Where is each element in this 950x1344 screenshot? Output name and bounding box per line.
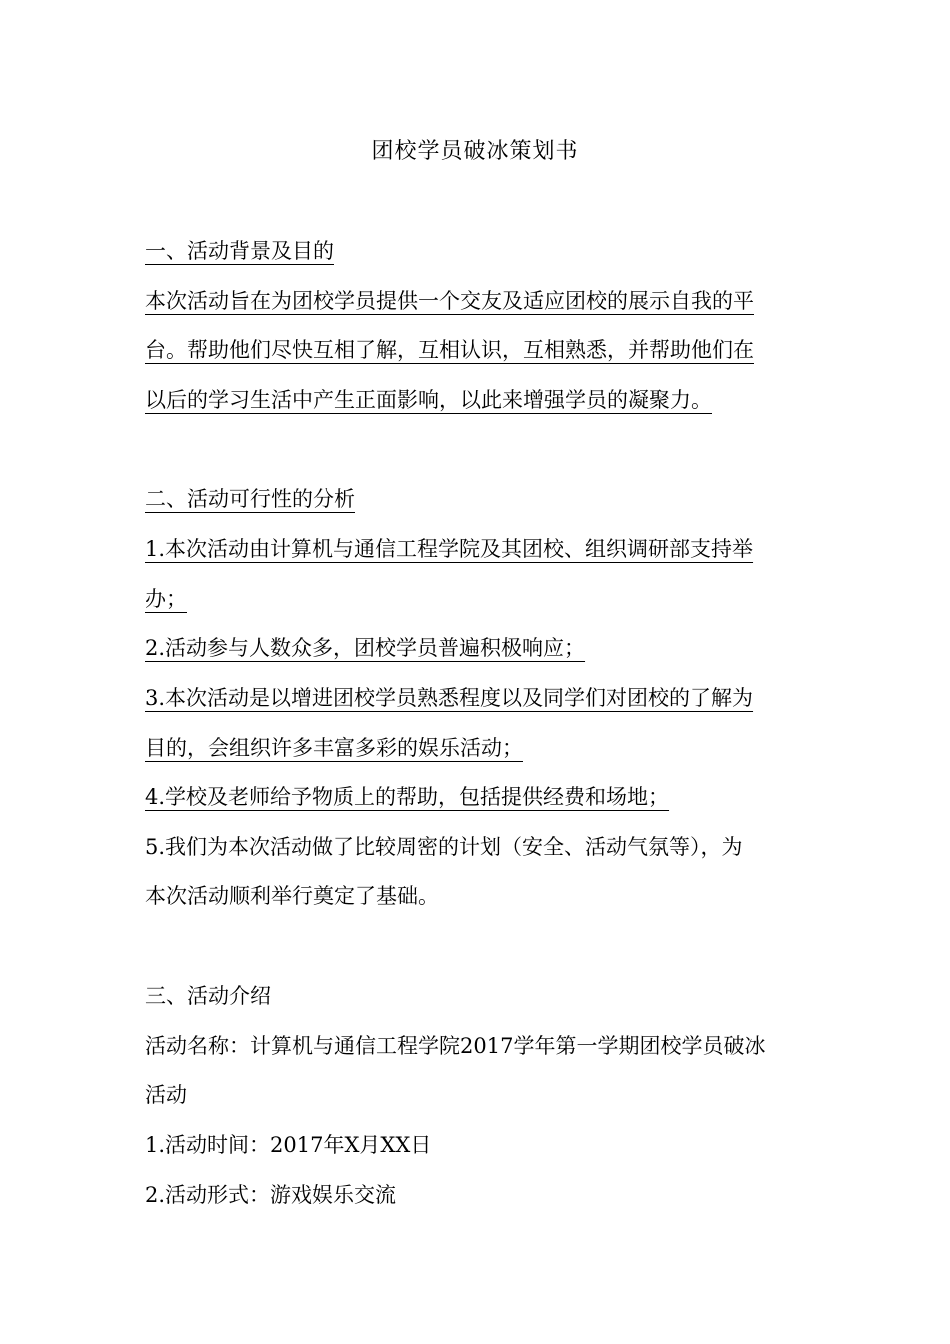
paragraph-line: 台。帮助他们尽快互相了解，互相认识，互相熟悉，并帮助他们在 — [145, 338, 754, 362]
info-line: 2.活动形式：游戏娱乐交流 — [145, 1183, 397, 1207]
info-line: 1.活动时间：2017年X月XX日 — [145, 1133, 432, 1157]
list-item-line: 目的，会组织许多丰富多彩的娱乐活动； — [145, 736, 523, 760]
list-item-line: 3.本次活动是以增进团校学员熟悉程度以及同学们对团校的了解为 — [145, 686, 754, 710]
list-item-line: 2.活动参与人数众多，团校学员普遍积极响应； — [145, 636, 586, 660]
section-heading-feasibility: 二、活动可行性的分析 — [145, 487, 355, 511]
list-item-line: 5.我们为本次活动做了比较周密的计划（安全、活动气氛等），为 — [145, 835, 743, 859]
info-line: 活动 — [145, 1083, 187, 1107]
list-item-line: 办； — [145, 587, 187, 611]
info-line: 活动名称：计算机与通信工程学院2017学年第一学期团校学员破冰 — [145, 1034, 766, 1058]
section-heading-introduction: 三、活动介绍 — [145, 984, 271, 1008]
paragraph-line: 本次活动旨在为团校学员提供一个交友及适应团校的展示自我的平 — [145, 289, 754, 313]
list-item-line: 1.本次活动由计算机与通信工程学院及其团校、组织调研部支持举 — [145, 537, 754, 561]
paragraph-line: 以后的学习生活中产生正面影响，以此来增强学员的凝聚力。 — [145, 388, 712, 412]
document-title: 团校学员破冰策划书 — [371, 139, 579, 164]
list-item-line: 4.学校及老师给予物质上的帮助，包括提供经费和场地； — [145, 785, 670, 809]
list-item-line: 本次活动顺利举行奠定了基础。 — [145, 884, 439, 908]
section-heading-background: 一、活动背景及目的 — [145, 239, 334, 263]
